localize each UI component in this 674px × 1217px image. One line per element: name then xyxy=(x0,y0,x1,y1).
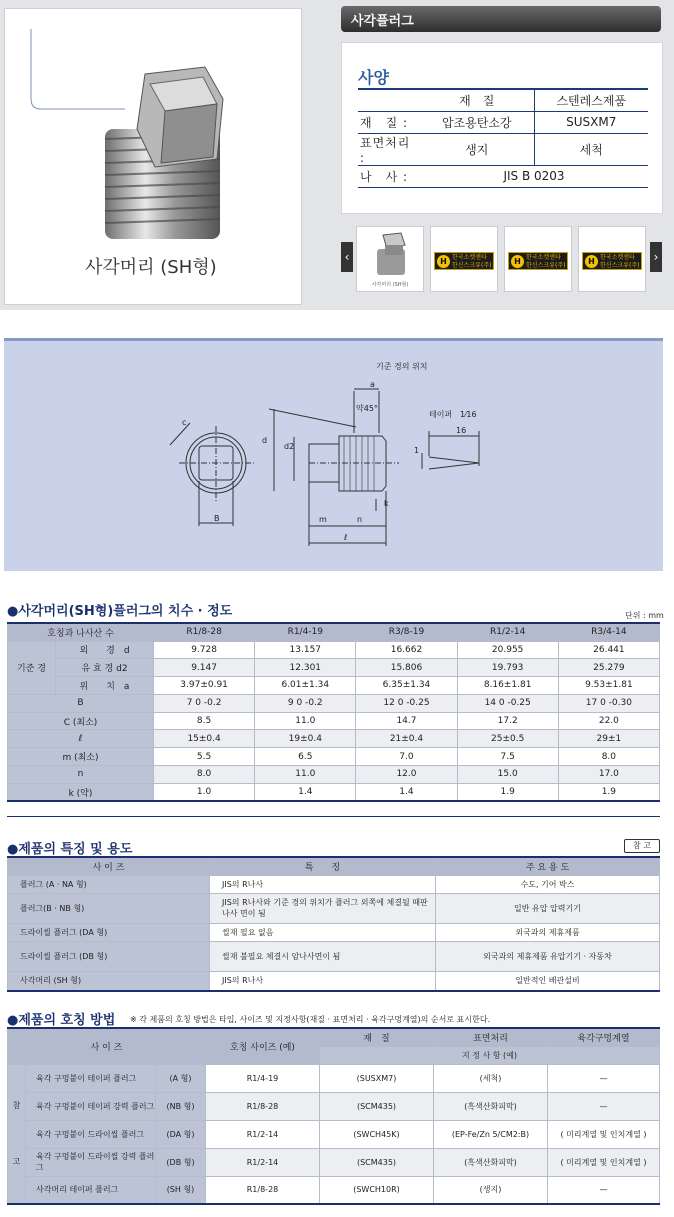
table-row: 플러그 (A · NA 형) JIS의 R나사 수도, 기어 박스 xyxy=(8,875,660,893)
unit-label: 단위 : mm xyxy=(625,611,664,620)
table-row: C (최소) 8.5 11.0 14.7 17.2 22.0 xyxy=(8,712,660,730)
taper-height: 1 xyxy=(414,446,420,455)
product-panel xyxy=(0,0,674,310)
taper-label: 테이퍼 xyxy=(429,410,453,419)
h-logo-icon: H xyxy=(585,255,598,268)
table-row: 드라이씰 플러그 (DA 형) 씰재 필요 없음 외국과의 제휴제품 xyxy=(8,923,660,941)
dim-l: ℓ xyxy=(344,533,348,542)
dimension-table: 호칭과 나사산 수 R1/8-28 R1/4-19 R3/8-19 R1/2-14 R3/4-14 기준 경 외 경 d 9.728 13.157 16.662 20.955 26.441 유 효 경 d2 9.147 12.301 15.806 19.793 25.279 위 치 a 3.97±0.91 6.01±1.34 6.35±1.34 8.16±1.81 9.53±1.81 B 7 0 -0.2 9 0 -0.2 12 0 -0.25 14 0 -0.25 17 0 -0.30 C (최소) 8.5 11.0 14.7 17.2 22.0 ℓ 15±0.4 19±0.4 21±0.4 25±0.5 29±1 m (최소) 5.5 6.5 7.0 7.5 8.0 n 8.0 11.0 12.0 15.0 17.0 k (약) 1.0 1.4 1.4 1.9 1.9 xyxy=(7,622,660,802)
divider xyxy=(7,816,660,817)
thumbnail-1[interactable] xyxy=(356,226,424,292)
next-arrow-button[interactable]: › xyxy=(650,242,662,272)
table-row: 기준 경 외 경 d 9.728 13.157 16.662 20.955 26.441 xyxy=(8,641,660,659)
table-row: 위 치 a 3.97±0.91 6.01±1.34 6.35±1.34 8.16±1.81 9.53±1.81 xyxy=(8,677,660,695)
dim-B: B xyxy=(214,514,220,523)
table-row: m (최소) 5.5 6.5 7.0 7.5 8.0 xyxy=(8,748,660,766)
photo-caption: 사각머리 (SH형) xyxy=(85,257,217,278)
dim-n: n xyxy=(357,515,363,524)
taper-length: 16 xyxy=(456,426,467,435)
dim-d2: d2 xyxy=(284,442,295,451)
table-row: 육각 구멍붙이 드라이씰 플러그 (DA 형) R1/2-14 (SWCH45K) (EP-Fe/Zn 5/CM2:B) ( 미리계열 및 인치계열 ) xyxy=(8,1120,660,1148)
dimension-drawing-svg xyxy=(4,341,663,571)
dim-m: m xyxy=(319,515,327,524)
table-row: 드라이씰 플러그 (DB 형) 씰재 불필요 체결시 암나사면이 됨 외국과의 제휴제품 유압기기 · 자동차 xyxy=(8,941,660,971)
spec-row: 재 질 : 압조용탄소강 SUSXM7 xyxy=(358,111,648,133)
table-row: 사각머리 (SH 형) JIS의 R나사 일반적인 배관설비 xyxy=(8,971,660,991)
features-table: 사 이 즈 특 징 주 요 용 도 플러그 (A · NA 형) JIS의 R나사 수도, 기어 박스 플러그(B · NB 형) JIS의 R나사와 기준 경의 위치가 플러그 외쪽에 체결될 때판나사 면이 됨 일반 유압 압력기기 드라이씰 플러그 (DA 형) 씰재 필요 없음 외국과의 제휴제품 드라이씰 플러그 (DB 형) 씰재 불필요 체결시 암나사면이 됨 외국과의 제휴제품 유압기기 · 자동차 사각머리 (SH 형) JIS의 R나사 일반적인 배관설비 xyxy=(7,856,660,992)
dim-k: k xyxy=(384,499,389,508)
dims-title: ●사각머리(SH형)플러그의 치수 · 정도 xyxy=(7,604,233,619)
spec-title: 사양 xyxy=(358,68,389,87)
table-row: 사각머리 테이퍼 플러그 (SH 형) R1/8-28 (SWCH10R) (생지) — xyxy=(8,1176,660,1204)
thumbnail-4[interactable] xyxy=(578,226,646,292)
page-title: 사각플러그 xyxy=(341,6,661,32)
spec-table xyxy=(358,88,648,188)
table-row: ℓ 15±0.4 19±0.4 21±0.4 25±0.5 29±1 xyxy=(8,730,660,748)
ordering-note: ※ 각 제품의 호칭 방법은 타입, 사이즈 및 지정사항(재질 · 표면처리 · 육각구멍계열)의 순서로 표시한다. xyxy=(130,1015,491,1024)
table-row: 플러그(B · NB 형) JIS의 R나사와 기준 경의 위치가 플러그 외쪽에 체결될 때판나사 면이 됨 일반 유압 압력기기 xyxy=(8,893,660,923)
spec-row: 재 질 스텐레스제품 xyxy=(358,89,648,111)
h-logo-icon: H xyxy=(437,255,450,268)
ordering-table: 사 이 즈 호칭 사이즈 (예) 재 질 표면처리 육각구멍계열 지 정 사 항 (예) 참 고 육각 구멍붙이 테이퍼 플러그 (A 형) R1/4-19 (SUSXM7) (세척) — 육각 구멍붙이 테이퍼 강력 플러그 (NB 형) R1/8-28 (SCM435) (흑색산화피막) — 육각 구멍붙이 드라이씰 플러그 (DA 형) R1/2-14 (SWCH45K) (EP-Fe/Zn 5/CM2:B) ( 미리계열 및 인치계열 ) 육각 구멍붙이 드라이씰 강력 플러그 (DB 형) R1/2-14 (SCM435) (흑색산화피막) ( 미리계열 및 인치계열 ) 사각머리 테이퍼 플러그 (SH 형) R1/8-28 (SWCH10R) (생지) — xyxy=(7,1027,660,1205)
h-logo-icon: H xyxy=(511,255,524,268)
technical-drawing xyxy=(4,338,663,571)
table-row: B 7 0 -0.2 9 0 -0.2 12 0 -0.25 14 0 -0.25 17 0 -0.30 xyxy=(8,694,660,712)
product-photo xyxy=(4,8,302,305)
dim-a: a xyxy=(370,380,375,389)
company-badge: H 한국소켓센타 한신스크류(주) xyxy=(508,252,568,270)
taper-ratio: 1⁄16 xyxy=(460,410,477,419)
table-row: 참 고 육각 구멍붙이 테이퍼 플러그 (A 형) R1/4-19 (SUSXM7) (세척) — xyxy=(8,1064,660,1092)
company-badge: H 한국소켓센타 한신스크류(주) xyxy=(434,252,494,270)
spec-box xyxy=(341,42,663,214)
table-row: n 8.0 11.0 12.0 15.0 17.0 xyxy=(8,766,660,784)
thumbnail-2[interactable] xyxy=(430,226,498,292)
thumbnail-carousel xyxy=(341,224,663,294)
spec-row: 표면처리 : 생지 세척 xyxy=(358,133,648,165)
ref-dia-label: 기준 경의 위치 xyxy=(376,362,428,371)
spec-row: 나 사 : JIS B 0203 xyxy=(358,165,648,187)
company-badge: H 한국소켓센타 한신스크류(주) xyxy=(582,252,642,270)
reference-button[interactable]: 참 고 xyxy=(624,839,660,853)
dim-d: d xyxy=(262,436,268,445)
thumbnail-3[interactable] xyxy=(504,226,572,292)
table-row: 유 효 경 d2 9.147 12.301 15.806 19.793 25.279 xyxy=(8,659,660,677)
plug-thumb-icon xyxy=(357,227,423,281)
table-row: k (약) 1.0 1.4 1.4 1.9 1.9 xyxy=(8,783,660,801)
plug-square-head xyxy=(137,67,223,167)
ordering-title: ●제품의 호칭 방법 xyxy=(7,1013,116,1028)
prev-arrow-button[interactable]: ‹ xyxy=(341,242,353,272)
table-row: 육각 구멍붙이 테이퍼 강력 플러그 (NB 형) R1/8-28 (SCM435) (흑색산화피막) — xyxy=(8,1092,660,1120)
table-row: 육각 구멍붙이 드라이씰 강력 플러그 (DB 형) R1/2-14 (SCM435) (흑색산화피막) ( 미리계열 및 인치계열 ) xyxy=(8,1148,660,1176)
dim-c: c xyxy=(182,418,187,427)
thumb-caption: 사각머리 (SH형) xyxy=(371,282,409,288)
features-title: ●제품의 특징 및 용도 xyxy=(7,842,133,857)
chamfer-label: 약45° xyxy=(356,404,378,413)
